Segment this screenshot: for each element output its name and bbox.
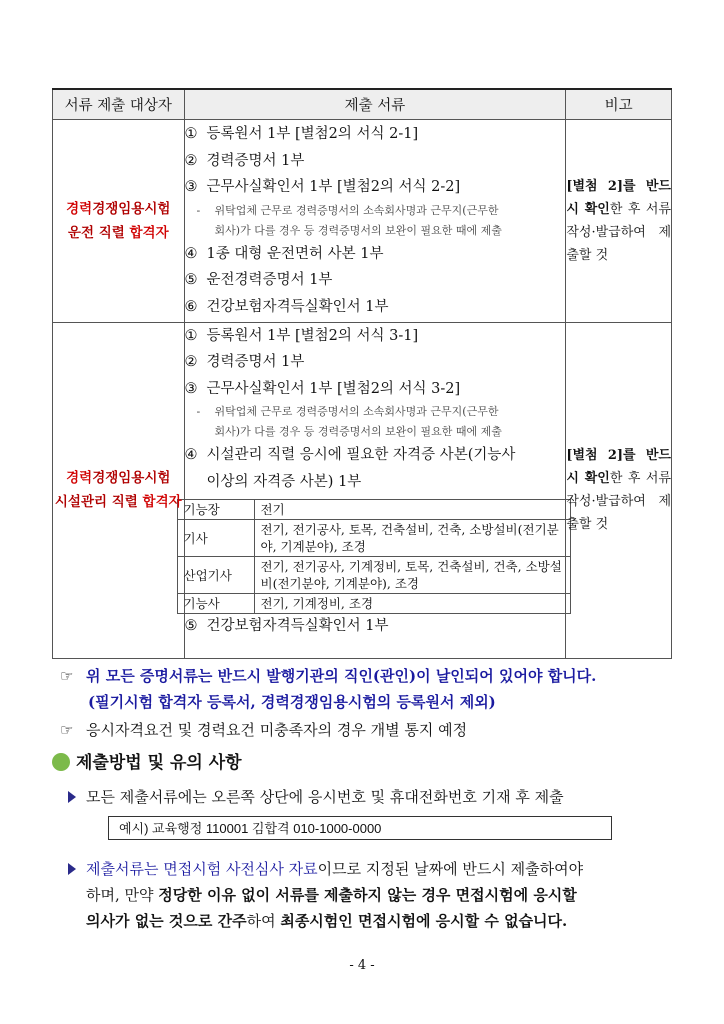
list-item: ② 경력증명서 1부 (184, 152, 305, 169)
documents-driving (184, 119, 566, 322)
triangle-bullet-icon (68, 863, 76, 875)
list-item: ③ 근무사실확인서 1부 [별첨2의 서식 3-2] (184, 380, 461, 397)
table-row (53, 322, 672, 658)
remark-facility: [별첨 2]를 반드시 확인한 후 서류 작성·발급하여 제출할 것 (566, 322, 672, 658)
list-item: ⑥ 건강보험자격득실확인서 1부 (184, 298, 389, 315)
table-row (53, 119, 672, 322)
list-item: ② 경력증명서 1부 (184, 354, 305, 370)
target-facility: 경력경쟁임용시험 시설관리 직렬 합격자 (53, 322, 185, 658)
header-documents: 제출 서류 (184, 89, 566, 119)
remark-driving: [별첨 2]를 반드시 확인한 후 서류 작성·발급하여 제출할 것 (566, 119, 672, 322)
pointing-hand-icon: ☞ (60, 667, 74, 685)
table-row: 기사 전기, 전기공사, 토목, 건축설비, 건축, 소방설비(전기분야, 기계분야), 조경 (177, 520, 571, 557)
submission-documents-table (52, 88, 672, 659)
bullet-interview-notice: 제출서류는 면접시험 사전심사 자료이므로 지정된 날짜에 반드시 제출하여야 하며, 만약 정당한 이유 없이 서류를 제출하지 않는 경우 면접시험에 응시할 의사가 없는 것으로 간주하여 최종시험인 면접시험에 응시할 수 없습니다. (68, 856, 672, 934)
list-item: ⑤ 건강보험자격득실확인서 1부 (184, 618, 389, 634)
bullet-submission-marking: 모든 제출서류에는 오른쪽 상단에 응시번호 및 휴대전화번호 기재 후 제출 (68, 784, 564, 810)
notice-individual: ☞ 응시자격요건 및 경력요건 미충족자의 경우 개별 통지 예정 (60, 718, 680, 742)
table-row: 기능사 전기, 기계정비, 조경 (177, 594, 571, 614)
table-row: 산업기사 전기, 전기공사, 기계정비, 토목, 건축설비, 건축, 소방설비(전기분야, 기계분야), 조경 (177, 557, 571, 594)
notice-certified: ☞ 위 모든 증명서류는 반드시 발행기관의 직인(관인)이 날인되어 있어야 합니다. (60, 664, 680, 688)
qualification-table (177, 499, 572, 614)
section-bullet-icon (52, 753, 70, 771)
section-title: 제출방법 및 유의 사항 (52, 748, 242, 773)
list-item: ① 등록원서 1부 [별첨2의 서식 2-1] (184, 126, 419, 142)
note: - 위탁업체 근무로 경력증명서의 소속회사명과 근무지(근무한 회사)가 다를 경우 등 경력증명서의 보완이 필요한 때에 제출 (196, 203, 502, 237)
page-number: - 4 - (349, 958, 375, 973)
list-item: 이상의 자격증 사본) 1부 (206, 473, 362, 490)
pointing-hand-icon: ☞ (60, 721, 74, 739)
documents-facility (184, 322, 566, 658)
list-item: ④ 1종 대형 운전면허 사본 1부 (184, 245, 384, 262)
table-header-row (53, 89, 672, 119)
example-box: 예시) 교육행정 110001 김합격 010-1000-0000 (108, 816, 612, 840)
target-driving: 경력경쟁임용시험 운전 직렬 합격자 (53, 119, 185, 322)
list-item: ③ 근무사실확인서 1부 [별첨2의 서식 2-2] (184, 179, 461, 195)
list-item: ① 등록원서 1부 [별첨2의 서식 3-1] (184, 327, 419, 344)
note: - 위탁업체 근무로 경력증명서의 소속회사명과 근무지(근무한 회사)가 다를 경우 등 경력증명서의 보완이 필요한 때에 제출 (196, 405, 502, 438)
list-item: ⑤ 운전경력증명서 1부 (184, 272, 333, 288)
triangle-bullet-icon (68, 791, 76, 803)
list-item: ④ 시설관리 직렬 응시에 필요한 자격증 사본(기능사 (184, 447, 516, 463)
notice-exception: (필기시험 합격자 등록서, 경력경쟁임용시험의 등록원서 제외) (88, 693, 496, 711)
header-target: 서류 제출 대상자 (53, 89, 185, 119)
header-remarks: 비고 (566, 89, 672, 119)
table-row: 기능장 전기 (177, 500, 571, 520)
